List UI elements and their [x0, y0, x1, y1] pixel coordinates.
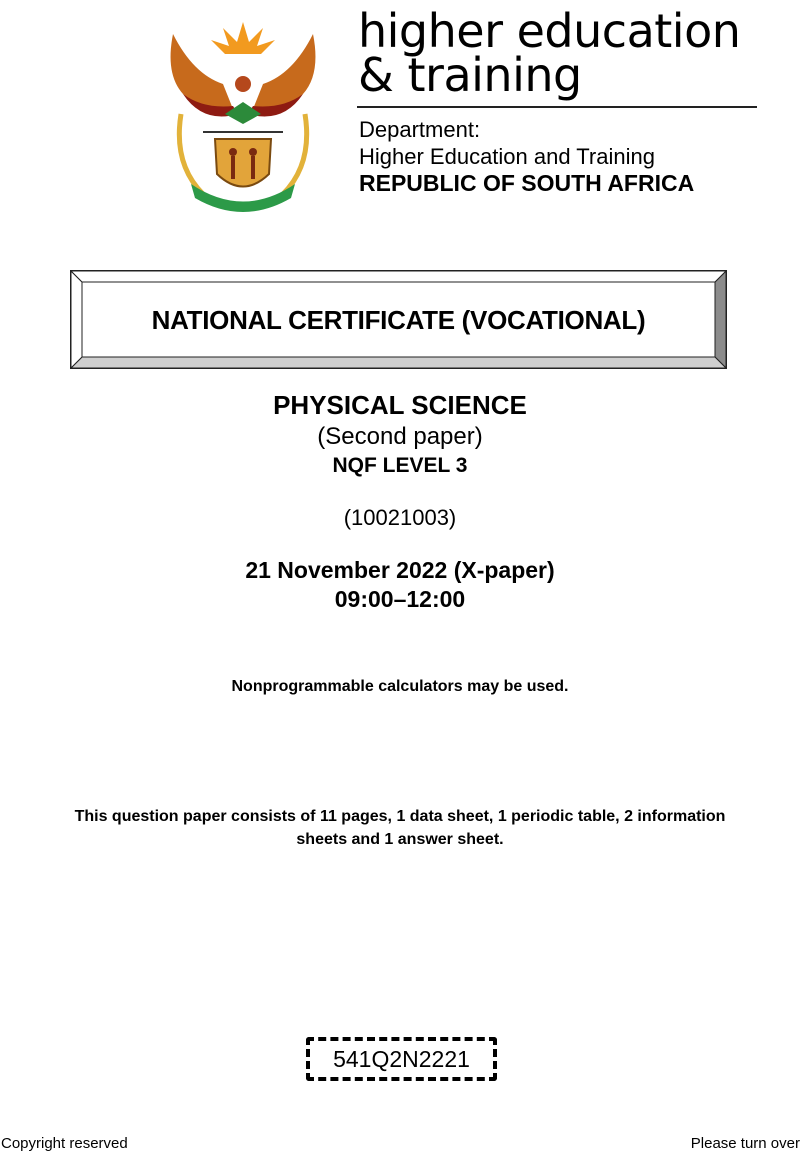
department-label: Department: — [359, 117, 481, 142]
subject-code: (10021003) — [343, 505, 457, 530]
coat-of-arms-logo — [163, 14, 323, 214]
exam-time: 09:00–12:00 — [334, 586, 466, 612]
header-divider — [357, 106, 757, 108]
exam-date: 21 November 2022 (X-paper) — [245, 557, 555, 583]
brand-line-2: & training — [358, 48, 582, 102]
department-name: Higher Education and Training — [359, 144, 655, 169]
paper-number: (Second paper) — [317, 423, 483, 450]
country-name: REPUBLIC OF SOUTH AFRICA — [359, 170, 695, 196]
contents-note-line-1: This question paper consists of 11 pages, 1 data sheet, 1 periodic table, 2 information — [74, 808, 726, 825]
nqf-level: NQF LEVEL 3 — [332, 454, 468, 477]
contents-note-line-2: sheets and 1 answer sheet. — [296, 831, 504, 848]
turn-over-footer: Please turn over — [690, 1135, 800, 1152]
calculator-note: Nonprogrammable calculators may be used. — [231, 678, 569, 695]
brand-line-1: higher education — [358, 4, 741, 58]
copyright-footer: Copyright reserved — [1, 1135, 128, 1152]
certificate-title: NATIONAL CERTIFICATE (VOCATIONAL) — [151, 305, 646, 335]
paper-id-box: 541Q2N2221 — [306, 1037, 497, 1081]
subject-title: PHYSICAL SCIENCE — [273, 390, 527, 420]
